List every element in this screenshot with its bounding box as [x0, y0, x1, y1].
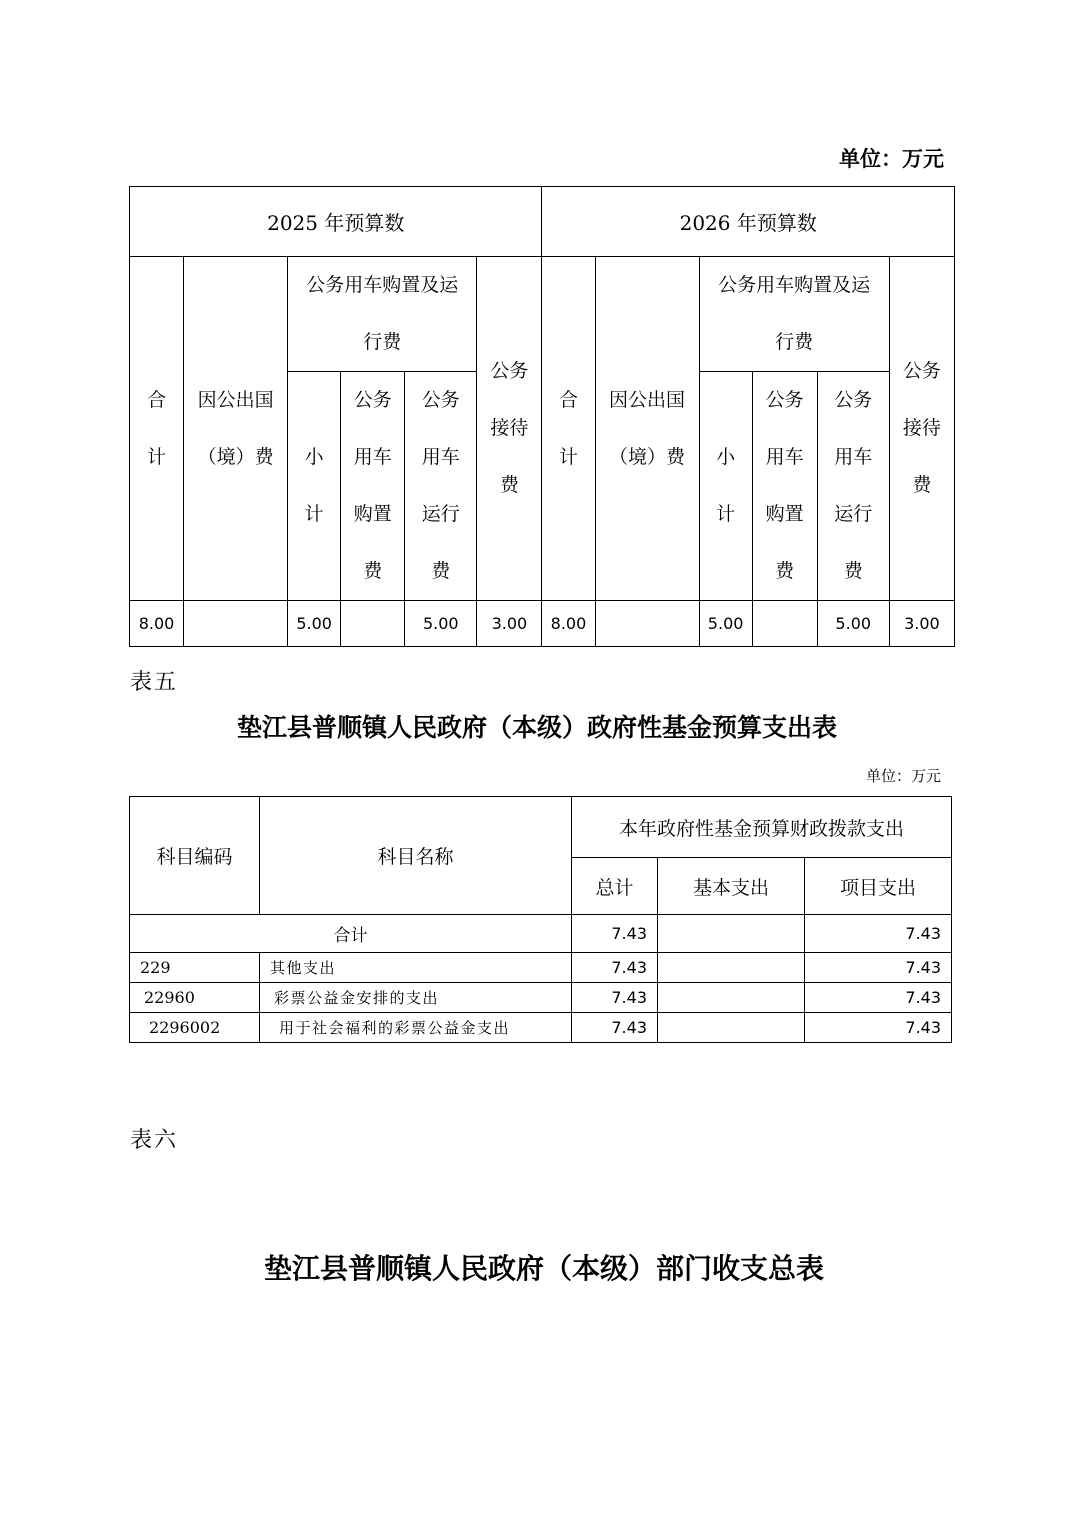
row-total: 7.43	[572, 1013, 658, 1043]
header-subtotal-2025: 小计	[288, 372, 341, 601]
value-reception-2026: 3.00	[889, 601, 954, 647]
header-name: 科目名称	[260, 797, 572, 915]
three-public-budget-table	[129, 186, 955, 647]
row-name: 用于社会福利的彩票公益金支出	[260, 1013, 572, 1043]
row-total: 7.43	[572, 953, 658, 983]
value-vehicle-operation-2026: 5.00	[817, 601, 889, 647]
header-code: 科目编码	[130, 797, 260, 915]
year-2025-header: 2025 年预算数	[130, 187, 542, 257]
header-project: 项目支出	[805, 858, 952, 915]
value-abroad-2026	[595, 601, 699, 647]
row-name: 彩票公益金安排的支出	[260, 983, 572, 1013]
table-five-title: 垫江县普顺镇人民政府（本级）政府性基金预算支出表	[236, 713, 837, 742]
header-vehicle-group-2025: 公务用车购置及运行费	[288, 257, 477, 372]
row-code: 229	[130, 953, 260, 983]
header-reception-2025: 公务接待费	[477, 257, 542, 601]
header-vehicle-purchase-2025: 公务用车购置费	[341, 372, 405, 601]
total-row-label: 合计	[130, 915, 572, 953]
row-project: 7.43	[805, 983, 952, 1013]
header-total-2026: 合计	[542, 257, 595, 601]
total-row-basic	[658, 915, 805, 953]
row-basic	[658, 983, 805, 1013]
header-abroad-2025: 因公出国（境）费	[184, 257, 288, 601]
row-basic	[658, 953, 805, 983]
row-total: 7.43	[572, 983, 658, 1013]
row-project: 7.43	[805, 1013, 952, 1043]
value-reception-2025: 3.00	[477, 601, 542, 647]
table-row	[130, 983, 952, 1013]
value-abroad-2025	[184, 601, 288, 647]
header-fund-total: 总计	[572, 858, 658, 915]
year-2026-header: 2026 年预算数	[542, 187, 955, 257]
table-row	[130, 1013, 952, 1043]
header-total-2025: 合计	[130, 257, 184, 601]
table-five-unit: 单位：万元	[865, 767, 941, 785]
header-vehicle-group-2026: 公务用车购置及运行费	[699, 257, 889, 372]
table-six-label: 表六	[130, 1128, 179, 1153]
value-total-2025: 8.00	[130, 601, 184, 647]
value-vehicle-purchase-2026	[752, 601, 817, 647]
total-row-project: 7.43	[805, 915, 952, 953]
header-group: 本年政府性基金预算财政拨款支出	[572, 797, 952, 858]
value-vehicle-operation-2025: 5.00	[405, 601, 477, 647]
row-project: 7.43	[805, 953, 952, 983]
value-subtotal-2026: 5.00	[699, 601, 752, 647]
value-total-2026: 8.00	[542, 601, 595, 647]
header-vehicle-operation-2026: 公务用车运行费	[817, 372, 889, 601]
table-row	[130, 953, 952, 983]
header-basic: 基本支出	[658, 858, 805, 915]
table-five-label: 表五	[130, 670, 179, 695]
government-fund-table	[129, 796, 952, 1043]
value-subtotal-2025: 5.00	[288, 601, 341, 647]
row-code: 22960	[130, 983, 260, 1013]
header-subtotal-2026: 小计	[699, 372, 752, 601]
row-basic	[658, 1013, 805, 1043]
row-code: 2296002	[130, 1013, 260, 1043]
header-reception-2026: 公务接待费	[889, 257, 954, 601]
header-abroad-2026: 因公出国（境）费	[595, 257, 699, 601]
table-six-title: 垫江县普顺镇人民政府（本级）部门收支总表	[263, 1252, 824, 1285]
row-name: 其他支出	[260, 953, 572, 983]
header-vehicle-purchase-2026: 公务用车购置费	[752, 372, 817, 601]
value-vehicle-purchase-2025	[341, 601, 405, 647]
unit-label-top: 单位：万元	[839, 146, 944, 171]
total-row-total: 7.43	[572, 915, 658, 953]
header-vehicle-operation-2025: 公务用车运行费	[405, 372, 477, 601]
